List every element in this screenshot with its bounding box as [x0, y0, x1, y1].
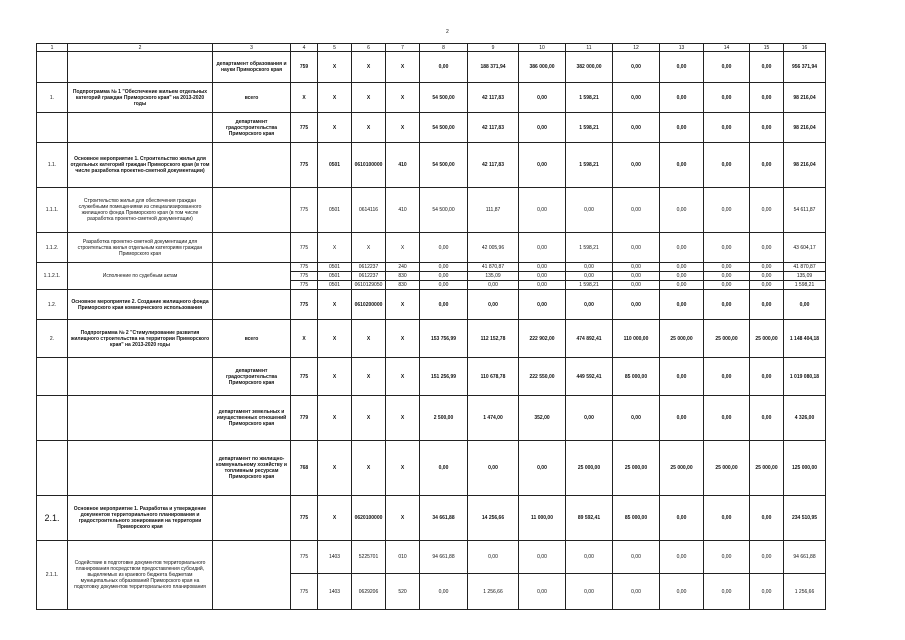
table-row	[37, 52, 826, 83]
table-row	[37, 143, 826, 188]
value-cell: 0,00	[613, 574, 660, 610]
row-name-cell: Разработка проектно-сметной документации для строительства жилья отдельным категориям граждан Приморского края	[68, 233, 213, 263]
value-cell: 0,00	[519, 83, 566, 113]
code-cell: 1403	[318, 541, 352, 574]
executor-cell	[213, 143, 291, 188]
header-cell: 5	[318, 44, 352, 52]
value-cell: 112 152,78	[468, 320, 519, 358]
code-cell: X	[352, 83, 386, 113]
value-cell: 0,00	[750, 281, 784, 290]
row-number-cell	[37, 396, 68, 441]
total-cell: 135,09	[784, 272, 826, 281]
value-cell: 0,00	[704, 396, 750, 441]
row-name-cell	[68, 358, 213, 396]
value-cell: 0,00	[704, 272, 750, 281]
row-number-cell: 1.1.2.	[37, 233, 68, 263]
total-cell: 98 216,04	[784, 83, 826, 113]
value-cell: 0,00	[613, 113, 660, 143]
code-cell: 0610129050	[352, 281, 386, 290]
value-cell: 85 000,00	[613, 358, 660, 396]
row-name-cell: Подпрограмма № 1 "Обеспечение жильем отдельных категорий граждан Приморского края" на 2013-2020 годы	[68, 83, 213, 113]
value-cell: 1 598,21	[566, 113, 613, 143]
value-cell: 0,00	[704, 263, 750, 272]
value-cell: 0,00	[660, 83, 704, 113]
code-cell: 010	[386, 541, 420, 574]
code-cell: 775	[291, 541, 318, 574]
value-cell: 0,00	[750, 396, 784, 441]
value-cell: 222 902,00	[519, 320, 566, 358]
value-cell: 54 500,00	[420, 188, 468, 233]
value-cell: 0,00	[613, 290, 660, 320]
table-row	[37, 290, 826, 320]
value-cell: 0,00	[660, 290, 704, 320]
value-cell: 0,00	[704, 281, 750, 290]
row-name-cell	[68, 441, 213, 496]
total-cell: 125 000,00	[784, 441, 826, 496]
value-cell: 14 256,66	[468, 496, 519, 541]
header-cell: 10	[519, 44, 566, 52]
code-cell: 830	[386, 272, 420, 281]
value-cell: 0,00	[613, 272, 660, 281]
executor-cell	[213, 188, 291, 233]
value-cell: 0,00	[613, 52, 660, 83]
header-row	[37, 44, 826, 52]
value-cell: 1 598,21	[566, 83, 613, 113]
value-cell: 0,00	[566, 574, 613, 610]
value-cell: 0,00	[613, 233, 660, 263]
code-cell: 0629206	[352, 574, 386, 610]
code-cell: 779	[291, 396, 318, 441]
value-cell: 0,00	[750, 574, 784, 610]
table-row	[37, 396, 826, 441]
value-cell: 0,00	[750, 496, 784, 541]
value-cell: 11 000,00	[519, 496, 566, 541]
value-cell: 0,00	[468, 290, 519, 320]
code-cell: 0501	[318, 272, 352, 281]
code-cell: 775	[291, 290, 318, 320]
value-cell: 222 550,00	[519, 358, 566, 396]
total-cell: 54 611,87	[784, 188, 826, 233]
code-cell: 830	[386, 281, 420, 290]
value-cell: 0,00	[613, 188, 660, 233]
table-row	[37, 83, 826, 113]
row-number-cell	[37, 113, 68, 143]
value-cell: 0,00	[704, 541, 750, 574]
value-cell: 0,00	[613, 83, 660, 113]
header-cell: 6	[352, 44, 386, 52]
value-cell: 0,00	[704, 52, 750, 83]
value-cell: 0,00	[704, 188, 750, 233]
header-cell: 14	[704, 44, 750, 52]
code-cell: 775	[291, 263, 318, 272]
value-cell: 0,00	[750, 52, 784, 83]
value-cell: 0,00	[660, 281, 704, 290]
code-cell: 0612237	[352, 272, 386, 281]
row-number-cell	[37, 52, 68, 83]
code-cell: X	[352, 233, 386, 263]
value-cell: 153 756,99	[420, 320, 468, 358]
header-cell: 2	[68, 44, 213, 52]
code-cell: 759	[291, 52, 318, 83]
value-cell: 0,00	[420, 441, 468, 496]
value-cell: 89 592,41	[566, 496, 613, 541]
value-cell: 0,00	[468, 541, 519, 574]
row-name-cell: Подпрограмма № 2 "Стимулирование развития жилищного строительства на территории Приморского края" на 2013-2020 годы	[68, 320, 213, 358]
code-cell: X	[318, 52, 352, 83]
value-cell: 0,00	[519, 281, 566, 290]
value-cell: 0,00	[750, 263, 784, 272]
code-cell: X	[318, 441, 352, 496]
header-cell: 13	[660, 44, 704, 52]
value-cell: 0,00	[750, 188, 784, 233]
executor-cell: департамент земельных и имущественных отношений Приморского края	[213, 396, 291, 441]
code-cell: X	[352, 396, 386, 441]
value-cell: 0,00	[704, 113, 750, 143]
value-cell: 0,00	[519, 541, 566, 574]
code-cell: 240	[386, 263, 420, 272]
code-cell: X	[352, 441, 386, 496]
total-cell: 234 510,95	[784, 496, 826, 541]
value-cell: 0,00	[660, 113, 704, 143]
value-cell: 0,00	[420, 281, 468, 290]
code-cell: 0614116	[352, 188, 386, 233]
value-cell: 25 000,00	[613, 441, 660, 496]
value-cell: 0,00	[519, 233, 566, 263]
code-cell: 0620100000	[352, 496, 386, 541]
row-number-cell: 1.2.	[37, 290, 68, 320]
header-cell: 7	[386, 44, 420, 52]
header-cell: 3	[213, 44, 291, 52]
value-cell: 0,00	[750, 358, 784, 396]
value-cell: 0,00	[660, 396, 704, 441]
value-cell: 0,00	[660, 358, 704, 396]
value-cell: 151 256,99	[420, 358, 468, 396]
value-cell: 34 661,88	[420, 496, 468, 541]
value-cell: 111,87	[468, 188, 519, 233]
code-cell: X	[352, 320, 386, 358]
code-cell: 0501	[318, 263, 352, 272]
value-cell: 0,00	[704, 358, 750, 396]
executor-cell	[213, 496, 291, 541]
code-cell: X	[318, 396, 352, 441]
value-cell: 1 598,21	[566, 233, 613, 263]
total-cell: 1 148 404,18	[784, 320, 826, 358]
header-cell: 16	[784, 44, 826, 52]
value-cell: 1 474,00	[468, 396, 519, 441]
code-cell: 768	[291, 441, 318, 496]
value-cell: 0,00	[750, 113, 784, 143]
value-cell: 0,00	[750, 290, 784, 320]
value-cell: 0,00	[660, 272, 704, 281]
header-cell: 9	[468, 44, 519, 52]
code-cell: X	[386, 396, 420, 441]
row-number-cell: 2.1.1.	[37, 541, 68, 610]
code-cell: 0610200000	[352, 290, 386, 320]
total-cell: 1 256,66	[784, 574, 826, 610]
value-cell: 0,00	[468, 281, 519, 290]
value-cell: 0,00	[519, 574, 566, 610]
value-cell: 0,00	[660, 541, 704, 574]
code-cell: 775	[291, 113, 318, 143]
row-name-cell	[68, 113, 213, 143]
code-cell: 775	[291, 143, 318, 188]
row-name-cell: Основное мероприятие 1. Строительство жилья для отдельных категорий граждан Приморского края (в том числе разработка проектно-сметной документации)	[68, 143, 213, 188]
executor-cell: департамент градостроительства Приморского края	[213, 113, 291, 143]
table-row	[37, 263, 826, 272]
total-cell: 98 216,04	[784, 143, 826, 188]
value-cell: 0,00	[613, 541, 660, 574]
executor-cell: департамент градостроительства Приморского края	[213, 358, 291, 396]
value-cell: 0,00	[420, 233, 468, 263]
table-row	[37, 496, 826, 541]
executor-cell: всего	[213, 83, 291, 113]
value-cell: 0,00	[750, 233, 784, 263]
value-cell: 0,00	[613, 143, 660, 188]
code-cell: X	[352, 52, 386, 83]
value-cell: 0,00	[750, 143, 784, 188]
total-cell: 4 326,00	[784, 396, 826, 441]
value-cell: 42 117,83	[468, 83, 519, 113]
value-cell: 0,00	[566, 541, 613, 574]
value-cell: 42 117,83	[468, 143, 519, 188]
value-cell: 0,00	[750, 541, 784, 574]
code-cell: 775	[291, 272, 318, 281]
executor-cell: всего	[213, 320, 291, 358]
code-cell: X	[386, 358, 420, 396]
header-cell: 4	[291, 44, 318, 52]
code-cell: 775	[291, 281, 318, 290]
code-cell: X	[386, 83, 420, 113]
header-cell: 11	[566, 44, 613, 52]
value-cell: 25 000,00	[704, 441, 750, 496]
code-cell: X	[291, 83, 318, 113]
value-cell: 0,00	[566, 188, 613, 233]
total-cell: 956 371,94	[784, 52, 826, 83]
code-cell: 410	[386, 188, 420, 233]
value-cell: 0,00	[468, 441, 519, 496]
value-cell: 0,00	[420, 263, 468, 272]
code-cell: X	[386, 441, 420, 496]
total-cell: 1 019 080,18	[784, 358, 826, 396]
table-row	[37, 188, 826, 233]
value-cell: 0,00	[704, 233, 750, 263]
code-cell: 775	[291, 233, 318, 263]
value-cell: 0,00	[750, 272, 784, 281]
row-number-cell: 1.	[37, 83, 68, 113]
value-cell: 382 000,00	[566, 52, 613, 83]
value-cell: 0,00	[613, 263, 660, 272]
code-cell: X	[318, 290, 352, 320]
value-cell: 54 500,00	[420, 83, 468, 113]
value-cell: 0,00	[704, 290, 750, 320]
code-cell: X	[386, 113, 420, 143]
code-cell: 0612237	[352, 263, 386, 272]
value-cell: 25 000,00	[750, 320, 784, 358]
value-cell: 0,00	[660, 233, 704, 263]
header-cell: 15	[750, 44, 784, 52]
total-cell: 43 604,17	[784, 233, 826, 263]
value-cell: 1 598,21	[566, 281, 613, 290]
value-cell: 0,00	[613, 281, 660, 290]
value-cell: 0,00	[660, 496, 704, 541]
value-cell: 42 117,83	[468, 113, 519, 143]
value-cell: 110 678,78	[468, 358, 519, 396]
row-number-cell: 1.1.	[37, 143, 68, 188]
value-cell: 352,00	[519, 396, 566, 441]
table-row	[37, 233, 826, 263]
value-cell: 0,00	[660, 143, 704, 188]
value-cell: 25 000,00	[750, 441, 784, 496]
executor-cell: департамент по жилищно-коммунальному хозяйству и топливным ресурсам Приморского края	[213, 441, 291, 496]
value-cell: 0,00	[660, 188, 704, 233]
code-cell: X	[386, 496, 420, 541]
executor-cell	[213, 290, 291, 320]
value-cell: 0,00	[660, 52, 704, 83]
code-cell: X	[318, 233, 352, 263]
executor-cell: департамент образования и науки Приморского края	[213, 52, 291, 83]
code-cell: X	[386, 290, 420, 320]
row-name-cell: Содействие в подготовке документов территориального планирования посредством предоставления субсидий, выделяемых из краевого бюджета бюджетам муниципальных образований Приморского края на подготовку документов территориального планирования	[68, 541, 213, 610]
value-cell: 0,00	[420, 574, 468, 610]
value-cell: 0,00	[519, 263, 566, 272]
value-cell: 0,00	[704, 574, 750, 610]
page-number: 2	[446, 29, 449, 35]
code-cell: X	[352, 358, 386, 396]
value-cell: 2 500,00	[420, 396, 468, 441]
value-cell: 0,00	[519, 272, 566, 281]
row-number-cell: 2.1.	[37, 496, 68, 541]
executor-cell	[213, 541, 291, 610]
row-name-cell: Основное мероприятие 1. Разработка и утверждение документов территориального планирования и градостроительного зонирования на территории Приморского края	[68, 496, 213, 541]
code-cell: 775	[291, 574, 318, 610]
value-cell: 386 000,00	[519, 52, 566, 83]
value-cell: 0,00	[519, 290, 566, 320]
value-cell: 41 870,87	[468, 263, 519, 272]
value-cell: 0,00	[566, 272, 613, 281]
code-cell: X	[386, 52, 420, 83]
table-body	[37, 44, 826, 610]
value-cell: 1 256,66	[468, 574, 519, 610]
total-cell: 1 598,21	[784, 281, 826, 290]
value-cell: 0,00	[704, 83, 750, 113]
total-cell: 98 216,04	[784, 113, 826, 143]
table-row	[37, 441, 826, 496]
code-cell: X	[318, 496, 352, 541]
code-cell: 5225701	[352, 541, 386, 574]
code-cell: X	[386, 320, 420, 358]
value-cell: 25 000,00	[660, 320, 704, 358]
value-cell: 110 000,00	[613, 320, 660, 358]
table-row	[37, 541, 826, 574]
value-cell: 0,00	[704, 143, 750, 188]
row-number-cell	[37, 441, 68, 496]
table-row	[37, 358, 826, 396]
code-cell: 0610100000	[352, 143, 386, 188]
code-cell: 0501	[318, 281, 352, 290]
code-cell: 0501	[318, 188, 352, 233]
row-number-cell: 1.1.1.	[37, 188, 68, 233]
executor-cell	[213, 263, 291, 290]
code-cell: X	[352, 113, 386, 143]
value-cell: 0,00	[420, 52, 468, 83]
value-cell: 188 371,94	[468, 52, 519, 83]
value-cell: 25 000,00	[660, 441, 704, 496]
row-number-cell: 1.1.2.1.	[37, 263, 68, 290]
value-cell: 0,00	[566, 290, 613, 320]
value-cell: 94 661,88	[420, 541, 468, 574]
row-name-cell	[68, 52, 213, 83]
value-cell: 0,00	[519, 143, 566, 188]
code-cell: X	[318, 358, 352, 396]
code-cell: 775	[291, 358, 318, 396]
value-cell: 0,00	[750, 83, 784, 113]
code-cell: X	[318, 83, 352, 113]
value-cell: 0,00	[519, 188, 566, 233]
code-cell: X	[318, 320, 352, 358]
value-cell: 0,00	[519, 441, 566, 496]
code-cell: 0501	[318, 143, 352, 188]
code-cell: 520	[386, 574, 420, 610]
value-cell: 0,00	[566, 263, 613, 272]
code-cell: X	[318, 113, 352, 143]
total-cell: 0,00	[784, 290, 826, 320]
value-cell: 0,00	[566, 396, 613, 441]
value-cell: 135,09	[468, 272, 519, 281]
value-cell: 0,00	[613, 396, 660, 441]
table-row	[37, 320, 826, 358]
value-cell: 0,00	[704, 496, 750, 541]
executor-cell	[213, 233, 291, 263]
value-cell: 0,00	[660, 263, 704, 272]
table-row	[37, 113, 826, 143]
value-cell: 0,00	[420, 290, 468, 320]
total-cell: 41 870,87	[784, 263, 826, 272]
value-cell: 0,00	[519, 113, 566, 143]
code-cell: X	[291, 320, 318, 358]
row-name-cell: Строительство жилья для обеспечения граждан служебными помещениями из специализированного жилищного фонда Приморского края (в том числе разработка проектно-сметной документации)	[68, 188, 213, 233]
value-cell: 54 500,00	[420, 143, 468, 188]
value-cell: 54 500,00	[420, 113, 468, 143]
value-cell: 474 892,41	[566, 320, 613, 358]
row-number-cell: 2.	[37, 320, 68, 358]
code-cell: 775	[291, 188, 318, 233]
value-cell: 0,00	[660, 574, 704, 610]
total-cell: 94 661,88	[784, 541, 826, 574]
header-cell: 1	[37, 44, 68, 52]
code-cell: 775	[291, 496, 318, 541]
code-cell: 1403	[318, 574, 352, 610]
value-cell: 449 592,41	[566, 358, 613, 396]
code-cell: 410	[386, 143, 420, 188]
header-cell: 8	[420, 44, 468, 52]
header-cell: 12	[613, 44, 660, 52]
code-cell: X	[386, 233, 420, 263]
row-name-cell: Исполнение по судебным актам	[68, 263, 213, 290]
row-number-cell	[37, 358, 68, 396]
value-cell: 0,00	[420, 272, 468, 281]
value-cell: 1 598,21	[566, 143, 613, 188]
row-name-cell	[68, 396, 213, 441]
value-cell: 25 000,00	[704, 320, 750, 358]
value-cell: 42 005,96	[468, 233, 519, 263]
value-cell: 85 000,00	[613, 496, 660, 541]
row-name-cell: Основное мероприятие 2. Создание жилищного фонда Приморского края коммерческого использования	[68, 290, 213, 320]
budget-table	[36, 43, 826, 610]
value-cell: 25 000,00	[566, 441, 613, 496]
